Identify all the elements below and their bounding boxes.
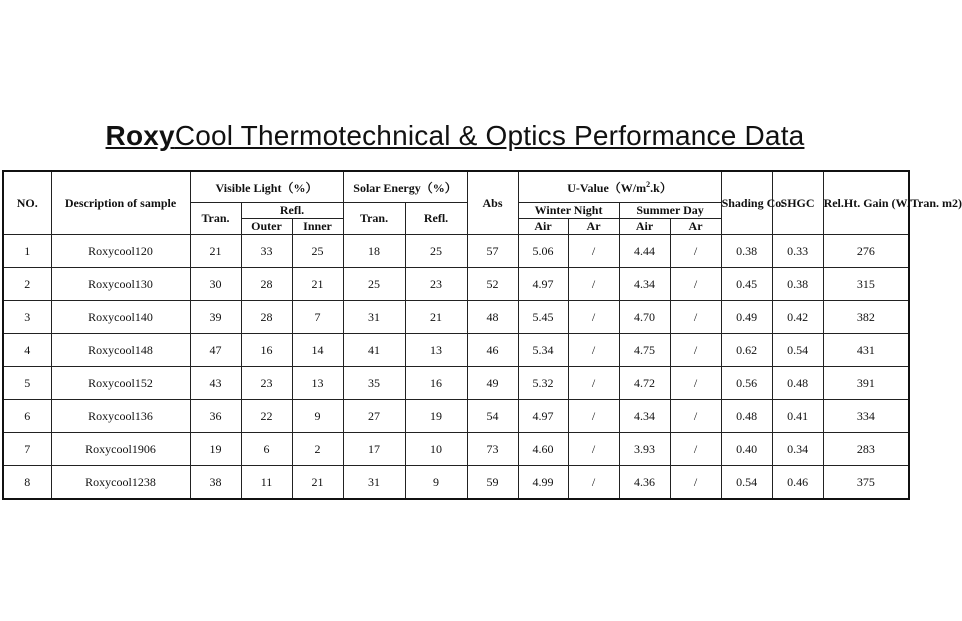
cell-abs: 59 bbox=[467, 466, 518, 500]
cell-no: 6 bbox=[3, 400, 51, 433]
cell-no: 1 bbox=[3, 235, 51, 268]
cell-summer-air: 4.72 bbox=[619, 367, 670, 400]
cell-winter-air: 4.97 bbox=[518, 400, 568, 433]
cell-no: 4 bbox=[3, 334, 51, 367]
cell-shading: 0.56 bbox=[721, 367, 772, 400]
cell-winter-air: 5.32 bbox=[518, 367, 568, 400]
cell-relht-gain: 315 bbox=[823, 268, 909, 301]
cell-shgc: 0.46 bbox=[772, 466, 823, 500]
cell-description: Roxycool152 bbox=[51, 367, 190, 400]
cell-winter-air: 4.99 bbox=[518, 466, 568, 500]
cell-abs: 73 bbox=[467, 433, 518, 466]
table-row bbox=[3, 334, 909, 367]
cell-relht-gain: 334 bbox=[823, 400, 909, 433]
cell-se-refl: 23 bbox=[405, 268, 467, 301]
cell-summer-ar: / bbox=[670, 367, 721, 400]
cell-shading: 0.45 bbox=[721, 268, 772, 301]
cell-se-tran: 18 bbox=[343, 235, 405, 268]
cell-shgc: 0.34 bbox=[772, 433, 823, 466]
cell-vl-refl-outer: 22 bbox=[241, 400, 292, 433]
cell-description: Roxycool148 bbox=[51, 334, 190, 367]
cell-summer-air: 3.93 bbox=[619, 433, 670, 466]
cell-summer-ar: / bbox=[670, 466, 721, 500]
header-vl-refl: Refl. bbox=[241, 203, 343, 219]
cell-no: 7 bbox=[3, 433, 51, 466]
cell-se-tran: 17 bbox=[343, 433, 405, 466]
cell-winter-air: 5.06 bbox=[518, 235, 568, 268]
cell-shgc: 0.42 bbox=[772, 301, 823, 334]
table-body bbox=[3, 235, 909, 500]
cell-summer-ar: / bbox=[670, 301, 721, 334]
cell-abs: 54 bbox=[467, 400, 518, 433]
cell-summer-air: 4.34 bbox=[619, 400, 670, 433]
header-summer-air: Air bbox=[619, 219, 670, 235]
cell-shading: 0.54 bbox=[721, 466, 772, 500]
cell-vl-tran: 36 bbox=[190, 400, 241, 433]
cell-vl-tran: 19 bbox=[190, 433, 241, 466]
cell-summer-air: 4.36 bbox=[619, 466, 670, 500]
cell-summer-ar: / bbox=[670, 334, 721, 367]
cell-relht-gain: 382 bbox=[823, 301, 909, 334]
cell-winter-ar: / bbox=[568, 466, 619, 500]
title-rest: Cool Thermotechnical & Optics Performance Data bbox=[174, 120, 805, 151]
cell-summer-ar: / bbox=[670, 433, 721, 466]
cell-vl-refl-inner: 9 bbox=[292, 400, 343, 433]
header-inner: Inner bbox=[292, 219, 343, 235]
cell-shgc: 0.54 bbox=[772, 334, 823, 367]
cell-relht-gain: 283 bbox=[823, 433, 909, 466]
cell-shading: 0.49 bbox=[721, 301, 772, 334]
cell-winter-ar: / bbox=[568, 433, 619, 466]
cell-vl-refl-inner: 14 bbox=[292, 334, 343, 367]
cell-vl-refl-inner: 2 bbox=[292, 433, 343, 466]
cell-relht-gain: 375 bbox=[823, 466, 909, 500]
header-summer-ar: Ar bbox=[670, 219, 721, 235]
header-se-tran: Tran. bbox=[343, 203, 405, 235]
header-visible-light: Visible Light（%） bbox=[190, 171, 343, 203]
cell-summer-ar: / bbox=[670, 400, 721, 433]
cell-description: Roxycool120 bbox=[51, 235, 190, 268]
cell-winter-ar: / bbox=[568, 400, 619, 433]
cell-winter-ar: / bbox=[568, 268, 619, 301]
cell-winter-air: 5.34 bbox=[518, 334, 568, 367]
cell-vl-refl-outer: 16 bbox=[241, 334, 292, 367]
table-row bbox=[3, 367, 909, 400]
cell-vl-tran: 47 bbox=[190, 334, 241, 367]
cell-vl-tran: 21 bbox=[190, 235, 241, 268]
cell-vl-refl-outer: 11 bbox=[241, 466, 292, 500]
cell-summer-air: 4.44 bbox=[619, 235, 670, 268]
header-shading: Shading Co. bbox=[721, 171, 772, 235]
cell-vl-refl-outer: 23 bbox=[241, 367, 292, 400]
cell-vl-refl-inner: 25 bbox=[292, 235, 343, 268]
cell-shading: 0.38 bbox=[721, 235, 772, 268]
cell-summer-air: 4.75 bbox=[619, 334, 670, 367]
page-title bbox=[0, 120, 910, 152]
cell-vl-refl-inner: 13 bbox=[292, 367, 343, 400]
cell-se-tran: 41 bbox=[343, 334, 405, 367]
cell-se-refl: 10 bbox=[405, 433, 467, 466]
cell-vl-tran: 30 bbox=[190, 268, 241, 301]
header-vl-tran: Tran. bbox=[190, 203, 241, 235]
table-row bbox=[3, 268, 909, 301]
cell-description: Roxycool140 bbox=[51, 301, 190, 334]
u-value-prefix: U-Value（W/m bbox=[567, 180, 647, 195]
cell-no: 3 bbox=[3, 301, 51, 334]
cell-description: Roxycool136 bbox=[51, 400, 190, 433]
cell-abs: 57 bbox=[467, 235, 518, 268]
header-u-value bbox=[518, 171, 721, 203]
cell-vl-refl-inner: 21 bbox=[292, 466, 343, 500]
cell-se-refl: 21 bbox=[405, 301, 467, 334]
cell-se-refl: 25 bbox=[405, 235, 467, 268]
cell-winter-ar: / bbox=[568, 235, 619, 268]
cell-shgc: 0.38 bbox=[772, 268, 823, 301]
cell-vl-refl-outer: 28 bbox=[241, 268, 292, 301]
table-row bbox=[3, 301, 909, 334]
cell-relht-gain: 391 bbox=[823, 367, 909, 400]
cell-se-refl: 9 bbox=[405, 466, 467, 500]
cell-shgc: 0.33 bbox=[772, 235, 823, 268]
header-outer: Outer bbox=[241, 219, 292, 235]
cell-summer-ar: / bbox=[670, 235, 721, 268]
table-row bbox=[3, 433, 909, 466]
header-se-refl: Refl. bbox=[405, 203, 467, 235]
title-brand: Roxy bbox=[105, 120, 175, 151]
header-summer-day: Summer Day bbox=[619, 203, 721, 219]
cell-relht-gain: 431 bbox=[823, 334, 909, 367]
cell-se-refl: 19 bbox=[405, 400, 467, 433]
cell-abs: 48 bbox=[467, 301, 518, 334]
header-abs: Abs bbox=[467, 171, 518, 235]
cell-shading: 0.40 bbox=[721, 433, 772, 466]
cell-se-refl: 13 bbox=[405, 334, 467, 367]
cell-description: Roxycool1238 bbox=[51, 466, 190, 500]
header-winter-night: Winter Night bbox=[518, 203, 619, 219]
header-solar-energy: Solar Energy（%） bbox=[343, 171, 467, 203]
cell-vl-refl-outer: 6 bbox=[241, 433, 292, 466]
cell-winter-ar: / bbox=[568, 367, 619, 400]
cell-se-tran: 31 bbox=[343, 301, 405, 334]
cell-se-tran: 35 bbox=[343, 367, 405, 400]
cell-winter-air: 5.45 bbox=[518, 301, 568, 334]
cell-se-tran: 27 bbox=[343, 400, 405, 433]
cell-summer-air: 4.70 bbox=[619, 301, 670, 334]
cell-relht-gain: 276 bbox=[823, 235, 909, 268]
cell-summer-air: 4.34 bbox=[619, 268, 670, 301]
cell-se-tran: 31 bbox=[343, 466, 405, 500]
cell-no: 2 bbox=[3, 268, 51, 301]
cell-vl-refl-outer: 33 bbox=[241, 235, 292, 268]
table-row bbox=[3, 466, 909, 500]
cell-summer-ar: / bbox=[670, 268, 721, 301]
cell-vl-tran: 38 bbox=[190, 466, 241, 500]
cell-vl-refl-inner: 7 bbox=[292, 301, 343, 334]
header-description: Description of sample bbox=[51, 171, 190, 235]
cell-se-tran: 25 bbox=[343, 268, 405, 301]
cell-abs: 46 bbox=[467, 334, 518, 367]
header-relht-gain: Rel.Ht. Gain (W/Tran. m2) bbox=[823, 171, 909, 235]
cell-winter-ar: / bbox=[568, 334, 619, 367]
u-value-sup: 2 bbox=[646, 179, 651, 189]
cell-shgc: 0.41 bbox=[772, 400, 823, 433]
cell-no: 8 bbox=[3, 466, 51, 500]
performance-table bbox=[2, 170, 962, 500]
cell-shading: 0.48 bbox=[721, 400, 772, 433]
cell-winter-air: 4.97 bbox=[518, 268, 568, 301]
cell-abs: 49 bbox=[467, 367, 518, 400]
cell-no: 5 bbox=[3, 367, 51, 400]
header-winter-air: Air bbox=[518, 219, 568, 235]
header-no: NO. bbox=[3, 171, 51, 235]
cell-winter-air: 4.60 bbox=[518, 433, 568, 466]
cell-vl-refl-inner: 21 bbox=[292, 268, 343, 301]
table-row bbox=[3, 235, 909, 268]
header-shgc: SHGC bbox=[772, 171, 823, 235]
cell-vl-tran: 43 bbox=[190, 367, 241, 400]
cell-se-refl: 16 bbox=[405, 367, 467, 400]
cell-shgc: 0.48 bbox=[772, 367, 823, 400]
u-value-suffix: .k） bbox=[650, 180, 672, 195]
cell-abs: 52 bbox=[467, 268, 518, 301]
cell-description: Roxycool130 bbox=[51, 268, 190, 301]
cell-vl-refl-outer: 28 bbox=[241, 301, 292, 334]
cell-vl-tran: 39 bbox=[190, 301, 241, 334]
table-row bbox=[3, 400, 909, 433]
cell-winter-ar: / bbox=[568, 301, 619, 334]
header-winter-ar: Ar bbox=[568, 219, 619, 235]
cell-description: Roxycool1906 bbox=[51, 433, 190, 466]
cell-shading: 0.62 bbox=[721, 334, 772, 367]
